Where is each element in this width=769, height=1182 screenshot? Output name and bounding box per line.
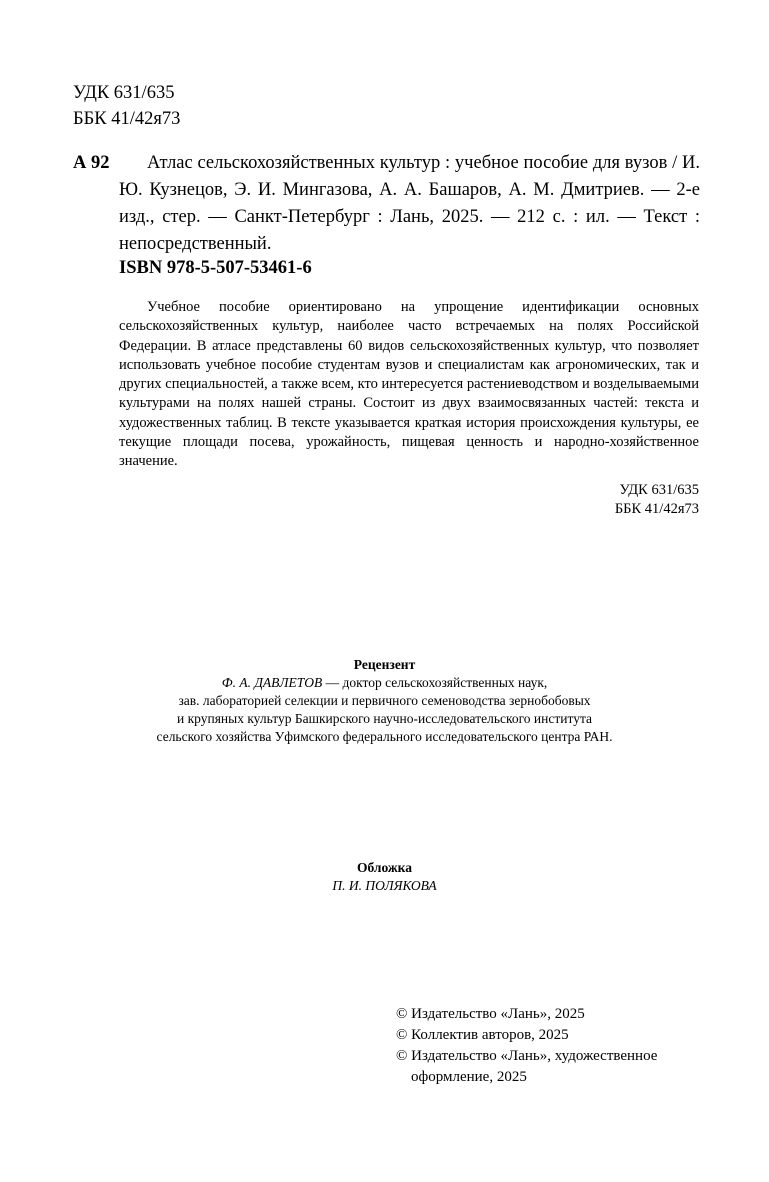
copyright-line-3: © Издательство «Лань», художественное <box>396 1048 658 1064</box>
udk-bbk-footer <box>615 481 699 520</box>
reviewer-line-3: и крупяных культур Башкирского научно-исследовательского института <box>176 711 593 726</box>
reviewer-degree: — доктор сельскохозяйственных наук, <box>322 675 548 690</box>
cover-block <box>0 859 769 895</box>
author-mark: А 92 <box>73 153 110 173</box>
copyright-line-4: оформление, 2025 <box>411 1069 527 1085</box>
annotation: Учебное пособие ориентировано на упрощение идентификации основных сельскохозяйственных культур, наиболее часто встречаемых на полях Российской Федерации. В атласе представлены 60 видов сельскохозяйственных культур, что позволяет использовать учебное пособие студентам вузов и специалистам как агрономических, так и других специальностей, а также всем, кто интересуется растениеводством и возделываемыми культурами на полях нашей страны. Состоит из двух взаимосвязанных частей: текста и художественных таблиц. В тексте указывается краткая история происхождения культуры, ее текущие площади посева, урожайность, пищевая ценность и народно-хозяйственное значение. <box>119 299 699 470</box>
bbk-code-footer: ББК 41/42я73 <box>614 501 699 518</box>
reviewer-title: Рецензент <box>353 657 416 672</box>
reviewer-line-2: зав. лабораторией селекции и первичного семеноводства зернобобовых <box>178 693 591 708</box>
bibliographic-description: Атлас сельскохозяйственных культур : учебное пособие для вузов / И. Ю. Кузнецов, Э. И. Мингазова, А. А. Башаров, А. М. Дмитриев. — 2-е изд., стер. — Санкт-Петербург : Лань, 2025. — 212 с. : ил. — Текст : непосредственный. <box>119 153 700 254</box>
reviewer-block <box>0 656 769 746</box>
udk-bbk-header <box>73 80 180 132</box>
reviewer-name: Ф. А. ДАВЛЕТОВ <box>221 675 323 690</box>
reviewer-line-4: сельского хозяйства Уфимского федерального исследовательского центра РАН. <box>156 729 613 744</box>
udk-code: УДК 631/635 <box>73 83 175 103</box>
cover-title: Обложка <box>356 860 412 875</box>
udk-code-footer: УДК 631/635 <box>619 482 699 498</box>
isbn: ISBN 978-5-507-53461-6 <box>119 258 312 278</box>
bibliographic-record <box>73 150 700 258</box>
cover-artist: П. И. ПОЛЯКОВА <box>332 878 437 893</box>
copyright-block <box>396 1004 657 1088</box>
bbk-code: ББК 41/42я73 <box>73 109 181 129</box>
copyright-line-2: © Коллектив авторов, 2025 <box>396 1027 569 1043</box>
reviewer-line-1 <box>0 674 769 692</box>
copyright-line-1: © Издательство «Лань», 2025 <box>396 1006 585 1022</box>
